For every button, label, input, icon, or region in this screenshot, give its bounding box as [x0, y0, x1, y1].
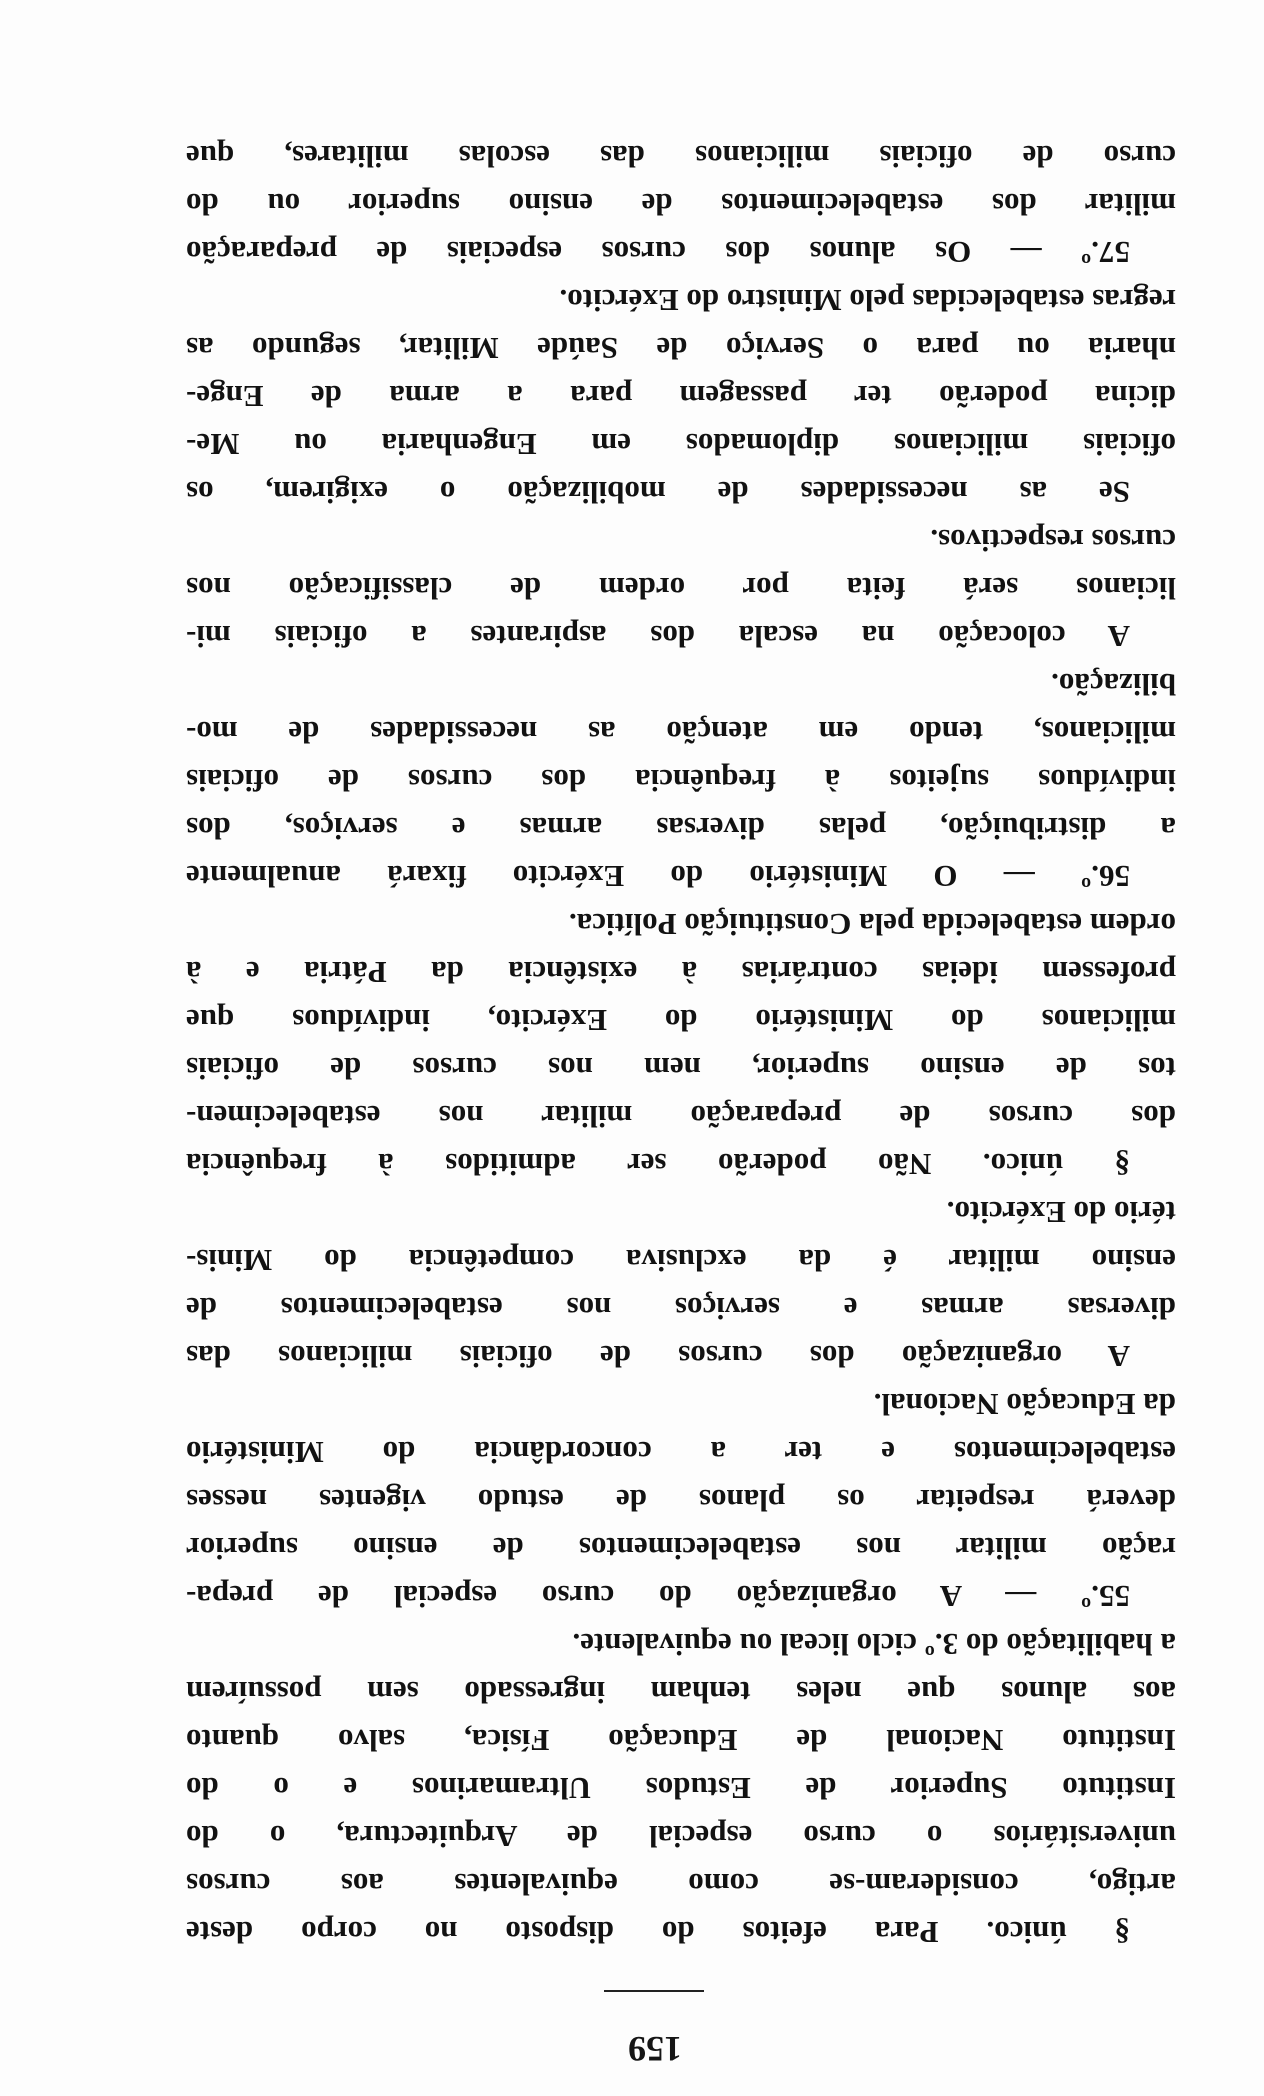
text-line: § único. Não poderão ser admitidos à frequência: [186, 1147, 1130, 1182]
text-line: curso de oficiais milicianos das escolas militares, que: [186, 139, 1176, 174]
text-line: ordem estabelecida pela Constituição Política.: [569, 907, 1176, 942]
text-line: universitários o curso especial de Arquitectura, o do: [186, 1819, 1176, 1854]
text-line: tério do Exército.: [946, 1195, 1176, 1230]
text-line: § único. Para efeitos do disposto no corpo deste: [186, 1915, 1130, 1950]
text-line: a distribuição, pelas diversas armas e serviços, dos: [186, 811, 1176, 846]
text-line: ensino militar é da exclusiva competência do Minis-: [186, 1243, 1176, 1278]
text-line: regras estabelecidas pelo Ministro do Exército.: [559, 283, 1176, 318]
text-line: artigo, consideram-se como equivalentes aos cursos: [186, 1867, 1176, 1902]
text-line: tos de ensino superior, nem nos cursos de oficiais: [186, 1051, 1176, 1086]
text-line: dicina poderão ter passagem para a arma de Enge-: [186, 379, 1176, 414]
text-line: estabelecimentos e ter a concordância do Ministério: [186, 1435, 1176, 1470]
text-line: bilização.: [1051, 667, 1176, 702]
text-line: A colocação na escala dos aspirantes a oficiais mi-: [186, 619, 1130, 654]
text-line: nharia ou para o Serviço de Saúde Militar, segundo as: [186, 331, 1176, 366]
text-line: 56.º — O Ministério do Exército fixará anualmente: [186, 859, 1130, 894]
text-line: indivíduos sujeitos à frequência dos cursos de oficiais: [186, 763, 1176, 798]
page-number-rule: [604, 1990, 704, 1992]
text-line: A organização dos cursos de oficiais milicianos das: [186, 1339, 1130, 1374]
text-line: cursos respectivos.: [930, 523, 1176, 558]
text-line: aos alunos que neles tenham ingressado sem possuírem: [186, 1675, 1176, 1710]
text-line: diversas armas e serviços nos estabelecimentos de: [186, 1291, 1176, 1326]
page-number: 159: [628, 2029, 682, 2069]
text-line: 57.º — Os alunos dos cursos especiais de preparação: [186, 235, 1130, 270]
text-line: Se as necessidades de mobilização o exigirem, os: [186, 475, 1130, 510]
text-line: 55.º — A organização do curso especial de prepa-: [186, 1579, 1130, 1614]
text-line: ração militar nos estabelecimentos de ensino superior: [186, 1531, 1176, 1566]
text-line: Instituto Nacional de Educação Física, salvo quanto: [186, 1723, 1176, 1758]
text-line: dos cursos de preparação militar nos estabelecimen-: [186, 1099, 1176, 1134]
text-line: da Educação Nacional.: [873, 1387, 1176, 1422]
body-text: [186, 132, 1176, 1956]
text-line: a habilitação do 3.º ciclo liceal ou equivalente.: [572, 1627, 1176, 1662]
text-line: deverá respeitar os planos de estudo vigentes nesses: [186, 1483, 1176, 1518]
text-line: licianos será feita por ordem de classificação nos: [186, 571, 1176, 606]
text-line: militar dos estabelecimentos de ensino superior ou do: [186, 187, 1176, 222]
text-line: Instituto Superior de Estudos Ultramarinos e o do: [186, 1771, 1176, 1806]
text-line: oficiais milicianos diplomados em Engenharia ou Me-: [186, 427, 1176, 462]
text-line: professem ideias contrárias à existência da Pátria e à: [186, 955, 1176, 990]
text-line: milicianos do Ministério do Exército, indivíduos que: [186, 1003, 1176, 1038]
text-line: milicianos, tendo em atenção as necessidades de mo-: [186, 715, 1176, 750]
